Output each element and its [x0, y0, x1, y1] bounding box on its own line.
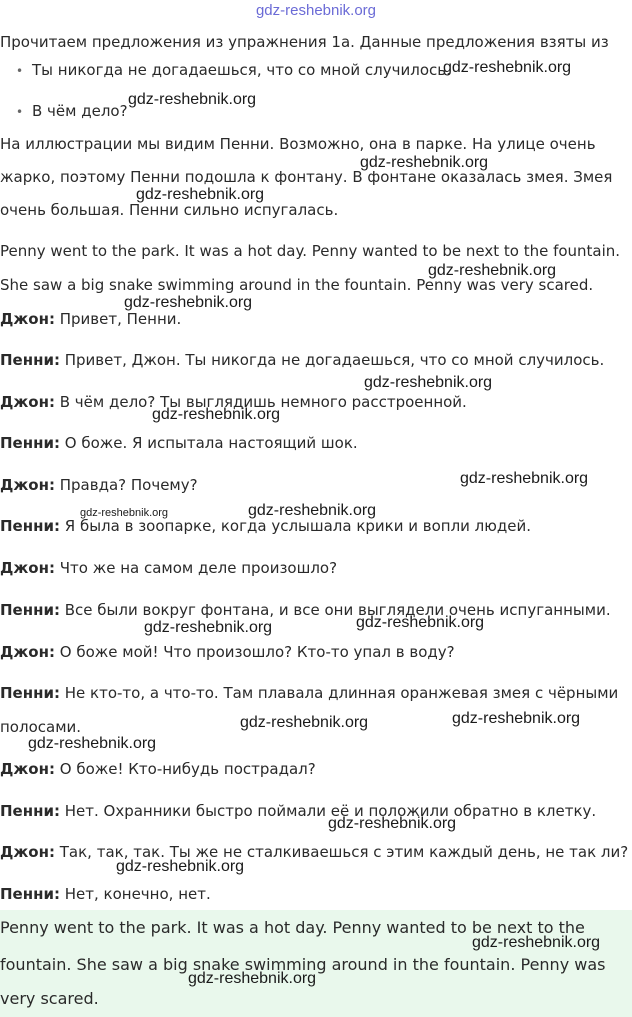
intro-lead: Прочитаем предложения из упражнения 1а. Данные предложения взяты из	[0, 33, 609, 51]
watermark: gdz-reshebnik.org	[460, 470, 589, 487]
watermark: gdz-reshebnik.org	[116, 858, 245, 875]
speaker: Джон:	[0, 476, 55, 494]
dialogue-text: Не кто-то, а что-то. Там плавала длинная оранжевая змея с чёрными	[64, 684, 619, 702]
dialogue-line	[0, 475, 198, 495]
dialogue-text: О боже мой! Что произошло? Кто-то упал в воду?	[59, 643, 455, 661]
watermark: gdz-reshebnik.org	[428, 262, 557, 279]
speaker: Пенни:	[0, 601, 60, 619]
description-line: жарко, поэтому Пенни подошла к фонтану. В фонтане оказалась змея. Змея	[0, 168, 613, 186]
highlighted-answer	[0, 910, 632, 1017]
dialogue-line	[0, 433, 358, 453]
dialogue-line	[0, 801, 596, 821]
bullet-text: В чём дело?	[32, 102, 128, 120]
watermark: gdz-reshebnik.org	[360, 154, 489, 171]
dialogue-line	[0, 600, 611, 620]
speaker: Джон:	[0, 559, 55, 577]
dialogue-line	[0, 309, 181, 329]
watermark: gdz-reshebnik.org	[240, 714, 369, 731]
speaker: Пенни:	[0, 885, 60, 903]
dialogue-text: В чём дело? Ты выглядишь немного расстроенной.	[59, 393, 467, 411]
dialogue-text: Нет. Охранники быстро поймали её и положили обратно в клетку.	[64, 802, 597, 820]
dialogue-text: Все были вокруг фонтана, и все они выглядели очень испуганными.	[64, 601, 611, 619]
speaker: Пенни:	[0, 434, 60, 452]
dialogue-line	[0, 683, 618, 703]
description-line: очень большая. Пенни сильно испугалась.	[0, 201, 339, 219]
dialogue-line	[0, 350, 604, 370]
bullet-item	[16, 101, 128, 122]
dialogue-text: Нет, конечно, нет.	[64, 885, 211, 903]
dialogue-line	[0, 558, 337, 578]
watermark: gdz-reshebnik.org	[443, 59, 572, 76]
bullet-dot-icon: •	[16, 64, 24, 78]
speaker: Пенни:	[0, 802, 60, 820]
speaker: Джон:	[0, 393, 55, 411]
watermark: gdz-reshebnik.org	[28, 735, 157, 752]
dialogue-line	[0, 759, 316, 779]
dialogue-continuation: полосами.	[0, 718, 82, 736]
watermark: gdz-reshebnik.org	[364, 374, 493, 391]
watermark: gdz-reshebnik.org	[356, 614, 485, 631]
dialogue-text: Правда? Почему?	[59, 476, 198, 494]
highlight-line: fountain. She saw a big snake swimming around in the fountain. Penny was	[0, 955, 606, 974]
site-header-link[interactable]: gdz-reshebnik.org	[255, 2, 377, 19]
watermark: gdz-reshebnik.org	[248, 502, 377, 519]
speaker: Джон:	[0, 760, 55, 778]
speaker: Джон:	[0, 843, 55, 861]
watermark: gdz-reshebnik.org	[124, 294, 253, 311]
bullet-text: Ты никогда не догадаешься, что со мной случилось.	[32, 61, 451, 79]
dialogue-text: Привет, Пенни.	[59, 310, 182, 328]
speaker: Пенни:	[0, 517, 60, 535]
dialogue-text: Что же на самом деле произошло?	[59, 559, 338, 577]
watermark: gdz-reshebnik.org	[136, 186, 265, 203]
dialogue-line	[0, 642, 455, 662]
speaker: Пенни:	[0, 684, 60, 702]
dialogue-text: Я была в зоопарке, когда услышала крики и вопли людей.	[64, 517, 532, 535]
highlight-line: very scared.	[0, 989, 99, 1008]
watermark: gdz-reshebnik.org	[80, 507, 169, 519]
watermark: gdz-reshebnik.org	[152, 406, 281, 423]
highlight-line: Penny went to the park. It was a hot day. Penny wanted to be next to the	[0, 918, 585, 937]
watermark: gdz-reshebnik.org	[188, 970, 317, 987]
watermark: gdz-reshebnik.org	[472, 934, 601, 951]
speaker: Джон:	[0, 643, 55, 661]
description-line: На иллюстрации мы видим Пенни. Возможно, она в парке. На улице очень	[0, 135, 596, 153]
speaker: Пенни:	[0, 351, 60, 369]
dialogue-line	[0, 842, 628, 862]
english-line: Penny went to the park. It was a hot day. Penny wanted to be next to the fountain.	[0, 242, 621, 260]
watermark: gdz-reshebnik.org	[328, 815, 457, 832]
dialogue-text: Привет, Джон. Ты никогда не догадаешься, что со мной случилось.	[64, 351, 605, 369]
bullet-item	[16, 60, 451, 81]
speaker: Джон:	[0, 310, 55, 328]
watermark: gdz-reshebnik.org	[128, 91, 257, 108]
dialogue-line	[0, 884, 211, 904]
dialogue-text: О боже. Я испытала настоящий шок.	[64, 434, 358, 452]
english-line: She saw a big snake swimming around in the fountain. Penny was very scared.	[0, 276, 594, 294]
watermark: gdz-reshebnik.org	[144, 619, 273, 636]
bullet-dot-icon: •	[16, 105, 24, 119]
watermark: gdz-reshebnik.org	[452, 710, 581, 727]
dialogue-text: Так, так, так. Ты же не сталкиваешься с этим каждый день, не так ли?	[59, 843, 629, 861]
dialogue-text: О боже! Кто-нибудь пострадал?	[59, 760, 316, 778]
